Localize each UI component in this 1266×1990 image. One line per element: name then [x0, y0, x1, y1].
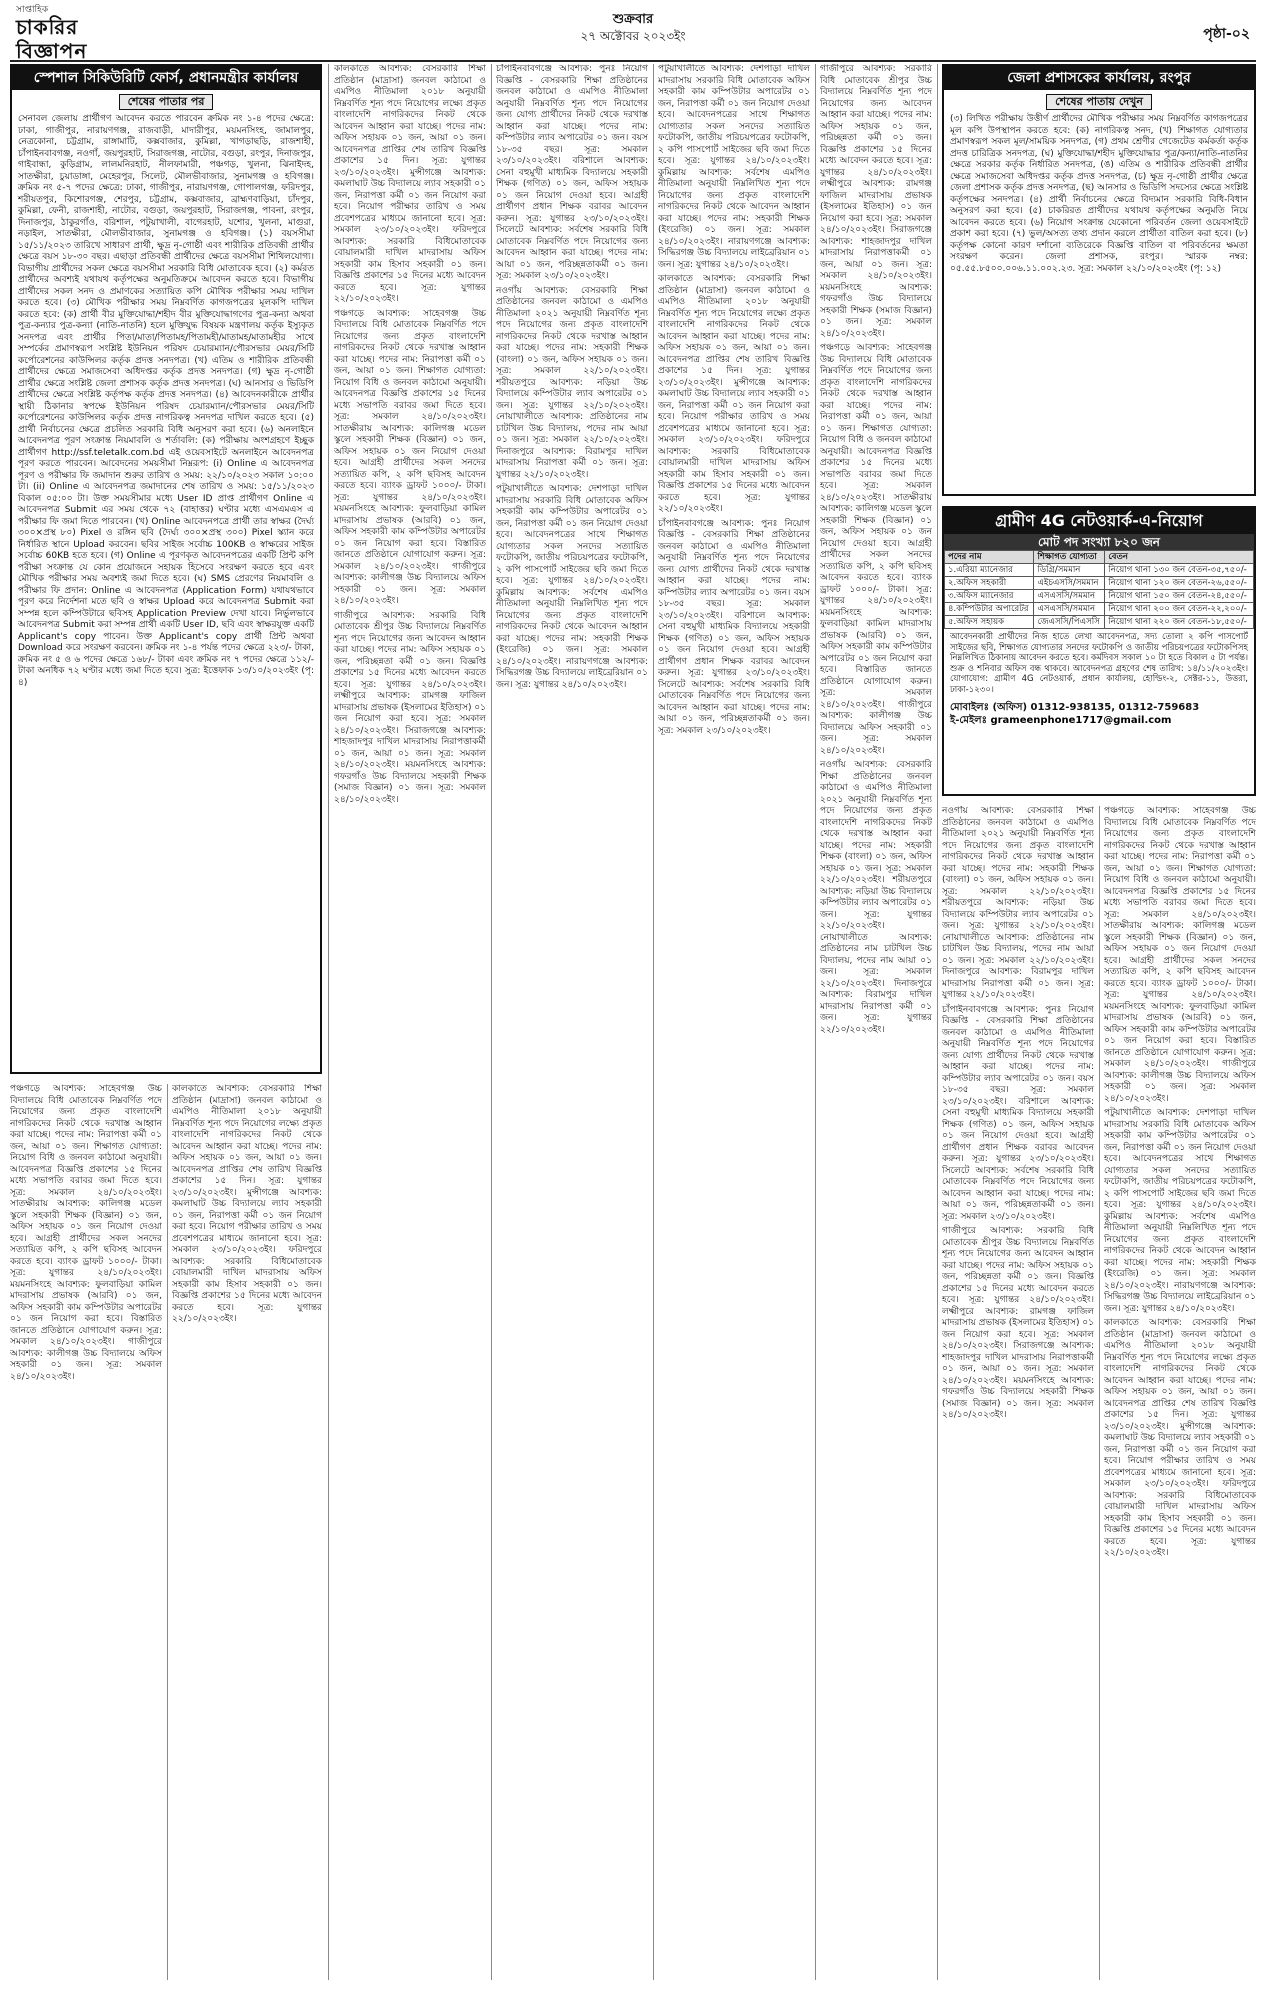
column-2-bottom-text: কালকাতে আবশ্যক: বেসরকারি শিক্ষা প্রতিষ্ঠান (মাদ্রাসা) জনবল কাঠামো ও এমপিও নীতিমালা ২০১৮ অনুযায়ী নিম্নবর্ণিত শূন্য পদে নিয়োগের লক্ষ্যে প্রকৃত বাংলাদেশি নাগরিকদের নিকট থেকে আবেদন আহ্বান করা যাচ্ছে। পদের নাম: অফিস সহায়ক ০১ জন, আয়া ০১ জন। আবেদনপত্র প্রাপ্তির শেষ তারিখ বিজ্ঞপ্তি প্রকাশের ১৫ দিন। সূত্র: যুগান্তর ২৩/১০/২০২৩ইং। মুন্সীগঞ্জে আবশ্যক: কমলাঘাট উচ্চ বিদ্যালয়ে ল্যাব সহকারী ০১ জন, নিরাপত্তা কর্মী ০১ জন নিয়োগ করা হবে। নিয়োগ পরীক্ষার তারিখ ও সময় প্রবেশপত্রের মাধ্যমে জানানো হবে। সূত্র: সমকাল ২৩/১০/২০২৩ইং। ফরিদপুরে আবশ্যক: সরকারি বিধিমোতাবেক বোয়ালমারী দাখিল মাদরাসায় অফিস সহকারী কাম হিসাব সহকারী ০১ জন। বিজ্ঞপ্তি প্রকাশের ১৫ দিনের মধ্যে আবেদন করতে হবে। সূত্র: যুগান্তর ২২/১০/২০২৩ইং।: [172, 1084, 322, 1324]
issue-day: শুক্রবার: [612, 12, 654, 27]
column-4: [496, 64, 648, 1980]
column-6-text-cont2: নওগাঁয় আবশ্যক: বেসরকারি শিক্ষা প্রতিষ্ঠানের জনবল কাঠামো ও এমপিও নীতিমালা ২০২১ অনুযায়ী নিম্নবর্ণিত শূন্য পদে নিয়োগের জন্য প্রকৃত বাংলাদেশি নাগরিকদের নিকট থেকে দরখাস্ত আহ্বান করা যাচ্ছে। পদের নাম: সহকারী শিক্ষক (বাংলা) ০১ জন, অফিস সহায়ক ০১ জন। সূত্র: সমকাল ২২/১০/২০২৩ইং। শরীয়তপুরে আবশ্যক: নড়িয়া উচ্চ বিদ্যালয়ে কম্পিউটার ল্যাব অপারেটর ০১ জন। সূত্র: যুগান্তর ২২/১০/২০২৩ইং। নোয়াখালীতে আবশ্যক: প্রতিষ্ঠানের নাম চাটখিল উচ্চ বিদ্যালয়, পদের নাম আয়া ০১ জন। সূত্র: সমকাল ২২/১০/২০২৩ইং। দিনাজপুরে আবশ্যক: বিরামপুর দাখিল মাদরাসায় নিরাপত্তা কর্মী ০১ জন। সূত্র: যুগান্তর ২২/১০/২০২৩ইং।: [820, 760, 932, 1035]
post-salary: নিয়োগ থানা ১৩০ জন বেতন-৩৫,৭৫০/-: [1105, 564, 1254, 577]
ad-ssf-subtitle: শেষের পাতার পর: [119, 94, 214, 110]
ad-rangpur-subtitle: শেষের পাতায় দেখুন: [1046, 94, 1152, 110]
logo: [16, 5, 136, 63]
post-qual: এসএসসি/সমমান: [1034, 590, 1105, 603]
email-address: grameenphone1717@gmail.com: [990, 715, 1172, 726]
column-7-text-cont: চাঁপাইনবাবগঞ্জে আবশ্যক: পুনঃ নিয়োগ বিজ্ঞপ্তি - বেসরকারি শিক্ষা প্রতিষ্ঠানের জনবল কাঠামো ও এমপিও নীতিমালা অনুযায়ী নিম্নবর্ণিত শূন্য পদে নিয়োগের জন্য যোগ্য প্রার্থীদের নিকট থেকে দরখাস্ত আহ্বান করা যাচ্ছে। পদের নাম: কম্পিউটার ল্যাব অপারেটর ০১ জন। বয়স ১৮-৩৫ বছর। সূত্র: সমকাল ২৩/১০/২০২৩ইং। বরিশালে আবশ্যক: সেনা বহুমুখী মাধ্যমিক বিদ্যালয়ে সহকারী শিক্ষক (গণিত) ০১ জন, অফিস সহায়ক ০১ জন নিয়োগ দেওয়া হবে। আগ্রহী প্রার্থীগণ প্রধান শিক্ষক বরাবর আবেদন করুন। সূত্র: যুগান্তর ২৩/১০/২০২৩ইং। সিলেটে আবশ্যক: সর্বশেষ সরকারি বিধি মোতাবেক নিম্নবর্ণিত পদে নিয়োগের জন্য আবেদন আহ্বান করা যাচ্ছে। পদের নাম: আয়া ০১ জন, পরিচ্ছন্নতাকর্মী ০১ জন। সূত্র: সমকাল ২৩/১০/২০২৩ইং।: [942, 1004, 1094, 1222]
column-3-text-cont: পঞ্চগড়ে আবশ্যক: সাহেবগঞ্জ উচ্চ বিদ্যালয়ে বিধি মোতাবেক নিম্নবর্ণিত পদে নিয়োগের জন্য প্রকৃত বাংলাদেশি নাগরিকদের নিকট থেকে দরখাস্ত আহ্বান করা যাচ্ছে। পদের নাম: নিরাপত্তা কর্মী ০১ জন, আয়া ০১ জন। শিক্ষাগত যোগ্যতা: নিয়োগ বিধি ও জনবল কাঠামো অনুযায়ী। আবেদনপত্র বিজ্ঞপ্তি প্রকাশের ১৫ দিনের মধ্যে সভাপতি বরাবর জমা দিতে হবে। সূত্র: সমকাল ২৪/১০/২০২৩ইং। সাতক্ষীরায় আবশ্যক: কালিগঞ্জ মডেল স্কুলে সহকারী শিক্ষক (বিজ্ঞান) ০১ জন, অফিস সহায়ক ০১ জন নিয়োগ দেওয়া হবে। আগ্রহী প্রার্থীদের সকল সনদের সত্যায়িত কপি, ২ কপি ছবিসহ আবেদন করতে হবে। ব্যাংক ড্রাফট ১০০০/- টাকা। সূত্র: যুগান্তর ২৪/১০/২০২৩ইং। ময়মনসিংহে আবশ্যক: ফুলবাড়িয়া কামিল মাদরাসায় প্রভাষক (আরবি) ০১ জন, অফিস সহকারী কাম কম্পিউটার অপারেটর ০১ জন নিয়োগ করা হবে। বিস্তারিত জানতে প্রতিষ্ঠানে যোগাযোগ করুন। সূত্র: সমকাল ২৪/১০/২০২৩ইং। গাজীপুরে আবশ্যক: কালীগঞ্জ উচ্চ বিদ্যালয়ে অফিস সহকারী ০১ জন। সূত্র: সমকাল ২৪/১০/২০২৩ইং।: [334, 308, 486, 606]
column-divider: [1099, 806, 1100, 1980]
column-8-text-cont2: কালকাতে আবশ্যক: বেসরকারি শিক্ষা প্রতিষ্ঠান (মাদ্রাসা) জনবল কাঠামো ও এমপিও নীতিমালা ২০১৮ অনুযায়ী নিম্নবর্ণিত শূন্য পদে নিয়োগের লক্ষ্যে প্রকৃত বাংলাদেশি নাগরিকদের নিকট থেকে আবেদন আহ্বান করা যাচ্ছে। পদের নাম: অফিস সহায়ক ০১ জন, আয়া ০১ জন। আবেদনপত্র প্রাপ্তির শেষ তারিখ বিজ্ঞপ্তি প্রকাশের ১৫ দিন। সূত্র: যুগান্তর ২৩/১০/২০২৩ইং। মুন্সীগঞ্জে আবশ্যক: কমলাঘাট উচ্চ বিদ্যালয়ে ল্যাব সহকারী ০১ জন, নিরাপত্তা কর্মী ০১ জন নিয়োগ করা হবে। নিয়োগ পরীক্ষার তারিখ ও সময় প্রবেশপত্রের মাধ্যমে জানানো হবে। সূত্র: সমকাল ২৩/১০/২০২৩ইং। ফরিদপুরে আবশ্যক: সরকারি বিধিমোতাবেক বোয়ালমারী দাখিল মাদরাসায় অফিস সহকারী কাম হিসাব সহকারী ০১ জন। বিজ্ঞপ্তি প্রকাশের ১৫ দিনের মধ্যে আবেদন করতে হবে। সূত্র: যুগান্তর ২২/১০/২০২৩ইং।: [1104, 1318, 1256, 1558]
column-5-text-cont: কালকাতে আবশ্যক: বেসরকারি শিক্ষা প্রতিষ্ঠান (মাদ্রাসা) জনবল কাঠামো ও এমপিও নীতিমালা ২০১৮ অনুযায়ী নিম্নবর্ণিত শূন্য পদে নিয়োগের লক্ষ্যে প্রকৃত বাংলাদেশি নাগরিকদের নিকট থেকে আবেদন আহ্বান করা যাচ্ছে। পদের নাম: অফিস সহায়ক ০১ জন, আয়া ০১ জন। আবেদনপত্র প্রাপ্তির শেষ তারিখ বিজ্ঞপ্তি প্রকাশের ১৫ দিন। সূত্র: যুগান্তর ২৩/১০/২০২৩ইং। মুন্সীগঞ্জে আবশ্যক: কমলাঘাট উচ্চ বিদ্যালয়ে ল্যাব সহকারী ০১ জন, নিরাপত্তা কর্মী ০১ জন নিয়োগ করা হবে। নিয়োগ পরীক্ষার তারিখ ও সময় প্রবেশপত্রের মাধ্যমে জানানো হবে। সূত্র: সমকাল ২৩/১০/২০২৩ইং। ফরিদপুরে আবশ্যক: সরকারি বিধিমোতাবেক বোয়ালমারী দাখিল মাদরাসায় অফিস সহকারী কাম হিসাব সহকারী ০১ জন। বিজ্ঞপ্তি প্রকাশের ১৫ দিনের মধ্যে আবেদন করতে হবে। সূত্র: যুগান্তর ২২/১০/২০২৩ইং।: [658, 274, 810, 514]
ad-ssf: [10, 64, 322, 1074]
column-2-bottom: [172, 1084, 322, 1980]
post-salary: নিয়োগ থানা ১৫০ জন বেতন-২৪,৫৫০/-: [1105, 590, 1254, 603]
posts-table: [944, 550, 1254, 629]
post-qual: ডিগ্রি/সমমান: [1034, 564, 1105, 577]
column-4-text-cont2: পটুয়াখালীতে আবশ্যক: দেশপাড়া দাখিল মাদরাসায় সরকারি বিধি মোতাবেক অফিস সহকারী কাম কম্পিউটার অপারেটর ০১ জন, নিরাপত্তা কর্মী ০১ জন নিয়োগ দেওয়া হবে। আবেদনপত্রের সাথে শিক্ষাগত যোগ্যতার সকল সনদের সত্যায়িত ফটোকপি, জাতীয় পরিচয়পত্রের ফটোকপি, ২ কপি পাসপোর্ট সাইজের ছবি জমা দিতে হবে। সূত্র: যুগান্তর ২৪/১০/২০২৩ইং। কুমিল্লায় আবশ্যক: সর্বশেষ এমপিও নীতিমালা অনুযায়ী নিম্নলিখিত শূন্য পদে নিয়োগের জন্য প্রকৃত বাংলাদেশি নাগরিকদের নিকট থেকে আবেদন আহ্বান করা যাচ্ছে। পদের নাম: সহকারী শিক্ষক (ইংরেজি) ০১ জন। সূত্র: সমকাল ২৪/১০/২০২৩ইং। নারায়ণগঞ্জে আবশ্যক: সিদ্ধিরগঞ্জ উচ্চ বিদ্যালয়ে লাইব্রেরিয়ান ০১ জন। সূত্র: যুগান্তর ২৪/১০/২০২৩ইং।: [496, 484, 648, 690]
column-7-text: নওগাঁয় আবশ্যক: বেসরকারি শিক্ষা প্রতিষ্ঠানের জনবল কাঠামো ও এমপিও নীতিমালা ২০২১ অনুযায়ী নিম্নবর্ণিত শূন্য পদে নিয়োগের জন্য প্রকৃত বাংলাদেশি নাগরিকদের নিকট থেকে দরখাস্ত আহ্বান করা যাচ্ছে। পদের নাম: সহকারী শিক্ষক (বাংলা) ০১ জন, অফিস সহায়ক ০১ জন। সূত্র: সমকাল ২২/১০/২০২৩ইং। শরীয়তপুরে আবশ্যক: নড়িয়া উচ্চ বিদ্যালয়ে কম্পিউটার ল্যাব অপারেটর ০১ জন। সূত্র: যুগান্তর ২২/১০/২০২৩ইং। নোয়াখালীতে আবশ্যক: প্রতিষ্ঠানের নাম চাটখিল উচ্চ বিদ্যালয়, পদের নাম আয়া ০১ জন। সূত্র: সমকাল ২২/১০/২০২৩ইং। দিনাজপুরে আবশ্যক: বিরামপুর দাখিল মাদরাসায় নিরাপত্তা কর্মী ০১ জন। সূত্র: যুগান্তর ২২/১০/২০২৩ইং।: [942, 806, 1094, 1000]
column-divider: [167, 1084, 168, 1980]
mobile-label: মোবাইলঃ (অফিস): [950, 702, 1028, 713]
post-qual: জেএসসি/পিএসসি: [1034, 616, 1105, 629]
column-5-text-cont2: চাঁপাইনবাবগঞ্জে আবশ্যক: পুনঃ নিয়োগ বিজ্ঞপ্তি - বেসরকারি শিক্ষা প্রতিষ্ঠানের জনবল কাঠামো ও এমপিও নীতিমালা অনুযায়ী নিম্নবর্ণিত শূন্য পদে নিয়োগের জন্য যোগ্য প্রার্থীদের নিকট থেকে দরখাস্ত আহ্বান করা যাচ্ছে। পদের নাম: কম্পিউটার ল্যাব অপারেটর ০১ জন। বয়স ১৮-৩৫ বছর। সূত্র: সমকাল ২৩/১০/২০২৩ইং। বরিশালে আবশ্যক: সেনা বহুমুখী মাধ্যমিক বিদ্যালয়ে সহকারী শিক্ষক (গণিত) ০১ জন, অফিস সহায়ক ০১ জন নিয়োগ দেওয়া হবে। আগ্রহী প্রার্থীগণ প্রধান শিক্ষক বরাবর আবেদন করুন। সূত্র: যুগান্তর ২৩/১০/২০২৩ইং। সিলেটে আবশ্যক: সর্বশেষ সরকারি বিধি মোতাবেক নিম্নবর্ণিত পদে নিয়োগের জন্য আবেদন আহ্বান করা যাচ্ছে। পদের নাম: আয়া ০১ জন, পরিচ্ছন্নতাকর্মী ০১ জন। সূত্র: সমকাল ২৩/১০/২০২৩ইং।: [658, 518, 810, 736]
table-row: [945, 616, 1254, 629]
column-6: [820, 64, 932, 1980]
post-qual: এসএসসি/সমমান: [1034, 603, 1105, 616]
ad-ssf-title: স্পেশাল সিকিউরিটি ফোর্স, প্রধানমন্ত্রীর কার্যালয়: [12, 66, 320, 90]
column-6-text-cont: পঞ্চগড়ে আবশ্যক: সাহেবগঞ্জ উচ্চ বিদ্যালয়ে বিধি মোতাবেক নিম্নবর্ণিত পদে নিয়োগের জন্য প্রকৃত বাংলাদেশি নাগরিকদের নিকট থেকে দরখাস্ত আহ্বান করা যাচ্ছে। পদের নাম: নিরাপত্তা কর্মী ০১ জন, আয়া ০১ জন। শিক্ষাগত যোগ্যতা: নিয়োগ বিধি ও জনবল কাঠামো অনুযায়ী। আবেদনপত্র বিজ্ঞপ্তি প্রকাশের ১৫ দিনের মধ্যে সভাপতি বরাবর জমা দিতে হবে। সূত্র: সমকাল ২৪/১০/২০২৩ইং। সাতক্ষীরায় আবশ্যক: কালিগঞ্জ মডেল স্কুলে সহকারী শিক্ষক (বিজ্ঞান) ০১ জন, অফিস সহায়ক ০১ জন নিয়োগ দেওয়া হবে। আগ্রহী প্রার্থীদের সকল সনদের সত্যায়িত কপি, ২ কপি ছবিসহ আবেদন করতে হবে। ব্যাংক ড্রাফট ১০০০/- টাকা। সূত্র: যুগান্তর ২৪/১০/২০২৩ইং। ময়মনসিংহে আবশ্যক: ফুলবাড়িয়া কামিল মাদরাসায় প্রভাষক (আরবি) ০১ জন, অফিস সহকারী কাম কম্পিউটার অপারেটর ০১ জন নিয়োগ করা হবে। বিস্তারিত জানতে প্রতিষ্ঠানে যোগাযোগ করুন। সূত্র: সমকাল ২৪/১০/২০২৩ইং। গাজীপুরে আবশ্যক: কালীগঞ্জ উচ্চ বিদ্যালয়ে অফিস সহকারী ০১ জন। সূত্র: সমকাল ২৪/১০/২০২৩ইং।: [820, 343, 932, 756]
column-8: [1104, 806, 1256, 1980]
posts-header-salary: বেতন: [1105, 551, 1254, 564]
column-divider: [937, 64, 938, 1980]
mobile-number: 01312-938135, 01312-759683: [1030, 702, 1200, 713]
column-3-text-cont2: গাজীপুরে আবশ্যক: সরকারি বিধি মোতাবেক শ্রীপুর উচ্চ বিদ্যালয়ে নিম্নবর্ণিত শূন্য পদে নিয়োগের জন্য আবেদন আহ্বান করা যাচ্ছে। পদের নাম: অফিস সহায়ক ০১ জন, পরিচ্ছন্নতা কর্মী ০১ জন। বিজ্ঞপ্তি প্রকাশের ১৫ দিনের মধ্যে আবেদন করতে হবে। সূত্র: যুগান্তর ২৪/১০/২০২৩ইং। লক্ষ্মীপুরে আবশ্যক: রামগঞ্জ ফাজিল মাদরাসায় প্রভাষক (ইসলামের ইতিহাস) ০১ জন নিয়োগ করা হবে। সূত্র: সমকাল ২৪/১০/২০২৩ইং। সিরাজগঞ্জে আবশ্যক: শাহজাদপুর দাখিল মাদরাসায় নিরাপত্তাকর্মী ০১ জন, আয়া ০১ জন। সূত্র: সমকাল ২৪/১০/২০২৩ইং। ময়মনসিংহে আবশ্যক: গফরগাঁও উচ্চ বিদ্যালয়ে সহকারী শিক্ষক (সমাজ বিজ্ঞান) ০১ জন। সূত্র: সমকাল ২৪/১০/২০২৩ইং।: [334, 610, 486, 805]
post-name: ১.এরিয়া ম্যানেজার: [945, 564, 1034, 577]
ad-grameen-subtitle: মোট পদ সংখ্যা ৮২০ জন: [944, 534, 1254, 550]
issue-date: ২৭ অক্টোবর ২০২৩ইং: [580, 29, 686, 43]
content-area: [10, 64, 1256, 1980]
post-salary: নিয়োগ থানা ২২০ জন বেতন-১৮,৫৫০/-: [1105, 616, 1254, 629]
post-name: ৪.কম্পিউটার অপারেটর: [945, 603, 1034, 616]
column-divider: [328, 64, 329, 1980]
column-4-text-cont: নওগাঁয় আবশ্যক: বেসরকারি শিক্ষা প্রতিষ্ঠানের জনবল কাঠামো ও এমপিও নীতিমালা ২০২১ অনুযায়ী নিম্নবর্ণিত শূন্য পদে নিয়োগের জন্য প্রকৃত বাংলাদেশি নাগরিকদের নিকট থেকে দরখাস্ত আহ্বান করা যাচ্ছে। পদের নাম: সহকারী শিক্ষক (বাংলা) ০১ জন, অফিস সহায়ক ০১ জন। সূত্র: সমকাল ২২/১০/২০২৩ইং। শরীয়তপুরে আবশ্যক: নড়িয়া উচ্চ বিদ্যালয়ে কম্পিউটার ল্যাব অপারেটর ০১ জন। সূত্র: যুগান্তর ২২/১০/২০২৩ইং। নোয়াখালীতে আবশ্যক: প্রতিষ্ঠানের নাম চাটখিল উচ্চ বিদ্যালয়, পদের নাম আয়া ০১ জন। সূত্র: সমকাল ২২/১০/২০২৩ইং। দিনাজপুরে আবশ্যক: বিরামপুর দাখিল মাদরাসায় নিরাপত্তা কর্মী ০১ জন। সূত্র: যুগান্তর ২২/১০/২০২৩ইং।: [496, 285, 648, 480]
column-8-text: পঞ্চগড়ে আবশ্যক: সাহেবগঞ্জ উচ্চ বিদ্যালয়ে বিধি মোতাবেক নিম্নবর্ণিত পদে নিয়োগের জন্য প্রকৃত বাংলাদেশি নাগরিকদের নিকট থেকে দরখাস্ত আহ্বান করা যাচ্ছে। পদের নাম: নিরাপত্তা কর্মী ০১ জন, আয়া ০১ জন। শিক্ষাগত যোগ্যতা: নিয়োগ বিধি ও জনবল কাঠামো অনুযায়ী। আবেদনপত্র বিজ্ঞপ্তি প্রকাশের ১৫ দিনের মধ্যে সভাপতি বরাবর জমা দিতে হবে। সূত্র: সমকাল ২৪/১০/২০২৩ইং। সাতক্ষীরায় আবশ্যক: কালিগঞ্জ মডেল স্কুলে সহকারী শিক্ষক (বিজ্ঞান) ০১ জন, অফিস সহায়ক ০১ জন নিয়োগ দেওয়া হবে। আগ্রহী প্রার্থীদের সকল সনদের সত্যায়িত কপি, ২ কপি ছবিসহ আবেদন করতে হবে। ব্যাংক ড্রাফট ১০০০/- টাকা। সূত্র: যুগান্তর ২৪/১০/২০২৩ইং। ময়মনসিংহে আবশ্যক: ফুলবাড়িয়া কামিল মাদরাসায় প্রভাষক (আরবি) ০১ জন, অফিস সহকারী কাম কম্পিউটার অপারেটর ০১ জন নিয়োগ করা হবে। বিস্তারিত জানতে প্রতিষ্ঠানে যোগাযোগ করুন। সূত্র: সমকাল ২৪/১০/২০২৩ইং। গাজীপুরে আবশ্যক: কালীগঞ্জ উচ্চ বিদ্যালয়ে অফিস সহকারী ০১ জন। সূত্র: সমকাল ২৪/১০/২০২৩ইং।: [1104, 806, 1256, 1104]
ad-grameen-contact: [944, 698, 1254, 730]
masthead: [10, 5, 1256, 63]
column-4-text: চাঁপাইনবাবগঞ্জে আবশ্যক: পুনঃ নিয়োগ বিজ্ঞপ্তি - বেসরকারি শিক্ষা প্রতিষ্ঠানের জনবল কাঠামো ও এমপিও নীতিমালা অনুযায়ী নিম্নবর্ণিত শূন্য পদে নিয়োগের জন্য যোগ্য প্রার্থীদের নিকট থেকে দরখাস্ত আহ্বান করা যাচ্ছে। পদের নাম: কম্পিউটার ল্যাব অপারেটর ০১ জন। বয়স ১৮-৩৫ বছর। সূত্র: সমকাল ২৩/১০/২০২৩ইং। বরিশালে আবশ্যক: সেনা বহুমুখী মাধ্যমিক বিদ্যালয়ে সহকারী শিক্ষক (গণিত) ০১ জন, অফিস সহায়ক ০১ জন নিয়োগ দেওয়া হবে। আগ্রহী প্রার্থীগণ প্রধান শিক্ষক বরাবর আবেদন করুন। সূত্র: যুগান্তর ২৩/১০/২০২৩ইং। সিলেটে আবশ্যক: সর্বশেষ সরকারি বিধি মোতাবেক নিম্নবর্ণিত পদে নিয়োগের জন্য আবেদন আহ্বান করা যাচ্ছে। পদের নাম: আয়া ০১ জন, পরিচ্ছন্নতাকর্মী ০১ জন। সূত্র: সমকাল ২৩/১০/২০২৩ইং।: [496, 64, 648, 281]
column-1: [10, 1084, 162, 1980]
post-name: ২.অফিস সহকারী: [945, 577, 1034, 590]
column-3: [334, 64, 486, 1980]
post-qual: এইচএসসি/সমমান: [1034, 577, 1105, 590]
ad-rangpur: [942, 64, 1256, 496]
column-7-text-cont2: গাজীপুরে আবশ্যক: সরকারি বিধি মোতাবেক শ্রীপুর উচ্চ বিদ্যালয়ে নিম্নবর্ণিত শূন্য পদে নিয়োগের জন্য আবেদন আহ্বান করা যাচ্ছে। পদের নাম: অফিস সহায়ক ০১ জন, পরিচ্ছন্নতা কর্মী ০১ জন। বিজ্ঞপ্তি প্রকাশের ১৫ দিনের মধ্যে আবেদন করতে হবে। সূত্র: যুগান্তর ২৪/১০/২০২৩ইং। লক্ষ্মীপুরে আবশ্যক: রামগঞ্জ ফাজিল মাদরাসায় প্রভাষক (ইসলামের ইতিহাস) ০১ জন নিয়োগ করা হবে। সূত্র: সমকাল ২৪/১০/২০২৩ইং। সিরাজগঞ্জে আবশ্যক: শাহজাদপুর দাখিল মাদরাসায় নিরাপত্তাকর্মী ০১ জন, আয়া ০১ জন। সূত্র: সমকাল ২৪/১০/২০২৩ইং। ময়মনসিংহে আবশ্যক: গফরগাঁও উচ্চ বিদ্যালয়ে সহকারী শিক্ষক (সমাজ বিজ্ঞান) ০১ জন। সূত্র: সমকাল ২৪/১০/২০২৩ইং।: [942, 1226, 1094, 1420]
column-8-text-cont: পটুয়াখালীতে আবশ্যক: দেশপাড়া দাখিল মাদরাসায় সরকারি বিধি মোতাবেক অফিস সহকারী কাম কম্পিউটার অপারেটর ০১ জন, নিরাপত্তা কর্মী ০১ জন নিয়োগ দেওয়া হবে। আবেদনপত্রের সাথে শিক্ষাগত যোগ্যতার সকল সনদের সত্যায়িত ফটোকপি, জাতীয় পরিচয়পত্রের ফটোকপি, ২ কপি পাসপোর্ট সাইজের ছবি জমা দিতে হবে। সূত্র: যুগান্তর ২৪/১০/২০২৩ইং। কুমিল্লায় আবশ্যক: সর্বশেষ এমপিও নীতিমালা অনুযায়ী নিম্নলিখিত শূন্য পদে নিয়োগের জন্য প্রকৃত বাংলাদেশি নাগরিকদের নিকট থেকে আবেদন আহ্বান করা যাচ্ছে। পদের নাম: সহকারী শিক্ষক (ইংরেজি) ০১ জন। সূত্র: সমকাল ২৪/১০/২০২৩ইং। নারায়ণগঞ্জে আবশ্যক: সিদ্ধিরগঞ্জ উচ্চ বিদ্যালয়ে লাইব্রেরিয়ান ০১ জন। সূত্র: যুগান্তর ২৪/১০/২০২৩ইং।: [1104, 1108, 1256, 1314]
ad-grameen-title: গ্রামীণ 4G নেটওয়ার্ক-এ-নিয়োগ: [944, 508, 1254, 534]
column-6-text: গাজীপুরে আবশ্যক: সরকারি বিধি মোতাবেক শ্রীপুর উচ্চ বিদ্যালয়ে নিম্নবর্ণিত শূন্য পদে নিয়োগের জন্য আবেদন আহ্বান করা যাচ্ছে। পদের নাম: অফিস সহায়ক ০১ জন, পরিচ্ছন্নতা কর্মী ০১ জন। বিজ্ঞপ্তি প্রকাশের ১৫ দিনের মধ্যে আবেদন করতে হবে। সূত্র: যুগান্তর ২৪/১০/২০২৩ইং। লক্ষ্মীপুরে আবশ্যক: রামগঞ্জ ফাজিল মাদরাসায় প্রভাষক (ইসলামের ইতিহাস) ০১ জন নিয়োগ করা হবে। সূত্র: সমকাল ২৪/১০/২০২৩ইং। সিরাজগঞ্জে আবশ্যক: শাহজাদপুর দাখিল মাদরাসায় নিরাপত্তাকর্মী ০১ জন, আয়া ০১ জন। সূত্র: সমকাল ২৪/১০/২০২৩ইং। ময়মনসিংহে আবশ্যক: গফরগাঁও উচ্চ বিদ্যালয়ে সহকারী শিক্ষক (সমাজ বিজ্ঞান) ০১ জন। সূত্র: সমকাল ২৪/১০/২০২৩ইং।: [820, 64, 932, 339]
post-name: ৫.অফিস সহায়ক: [945, 616, 1034, 629]
table-row: [945, 577, 1254, 590]
ad-grameen-body: আবেদনকারী প্রার্থীদের নিজ হাতে লেখা আবেদনপত্র, সদ্য তোলা ২ কপি পাসপোর্ট সাইজের ছবি, শিক্ষাগত যোগ্যতার সনদের ফটোকপি ও জাতীয় পরিচয়পত্রের ফটোকপিসহ নিম্নলিখিত ঠিকানায় আবেদন করতে হবে। কর্মদিবস সকাল ১০ টা হতে বিকাল ৫ টা পর্যন্ত। শুক্র ও শনিবার অফিস বন্ধ থাকবে। আবেদনপত্র গ্রহণের শেষ তারিখ: ১৪/১১/২০২৩ইং। যোগাযোগ: গ্রামীণ 4G নেটওয়ার্ক, প্রধান কার্যালয়, হোল্ডিং-২, সেক্টর-১১, উত্তরা, ঢাকা-১২৩০।: [950, 632, 1248, 695]
post-name: ৩.অফিস ম্যানেজার: [945, 590, 1034, 603]
ad-ssf-body: সেনাবল জেলায় প্রার্থীগণ আবেদন করতে পারবেন ক্রমিক নং ১-৪ পদের ক্ষেত্রে: ঢাকা, গাজীপুর, নারায়ণগঞ্জ, রাজবাড়ী, মাদারীপুর, ময়মনসিংহ, জামালপুর, নেত্রকোনা, চট্টগ্রাম, রাঙ্গামাটি, কক্সবাজার, কুমিল্লা, খাগড়াছড়ি, রাজশাহী, চাঁপাইনবাবগঞ্জ, নওগাঁ, জয়পুরহাট, সিরাজগঞ্জ, নাটোর, বগুড়া, রংপুর, দিনাজপুর, গাইবান্ধা, কুড়িগ্রাম, লালমনিরহাট, নীলফামারী, পঞ্চগড়, খুলনা, ঝিনাইদহ, সাতক্ষীরা, চুয়াডাঙ্গা, মেহেরপুর, সিলেট, মৌলভীবাজার, সুনামগঞ্জ ও হবিগঞ্জ। ক্রমিক নং ৫-৭ পদের ক্ষেত্রে: ঢাকা, গাজীপুর, নারায়ণগঞ্জ, গোপালগঞ্জ, ফরিদপুর, শরীয়তপুর, কিশোরগঞ্জ, শেরপুর, চট্টগ্রাম, কক্সবাজার, ব্রাহ্মণবাড়িয়া, চাঁদপুর, কুমিল্লা, ফেনী, রাজশাহী, নাটোর, বগুড়া, জয়পুরহাট, সিরাজগঞ্জ, পাবনা, রংপুর, দিনাজপুর, ঠাকুরগাঁও, বরিশাল, পটুয়াখালী, বাগেরহাট, যশোর, খুলনা, মাগুরা, নড়াইল, সাতক্ষীরা, মৌলভীবাজার, সুনামগঞ্জ ও হবিগঞ্জ। (১) বয়সসীমা ১৫/১১/২০২৩ তারিখে সাধারণ প্রার্থী, ক্ষুদ্র নৃ-গোষ্ঠী এবং শারীরিক প্রতিবন্ধী প্রার্থীর ক্ষেত্রে বয়স ১৮-৩০ বছর। এছাড়া প্রতিবন্ধী প্রার্থীদের ক্ষেত্রে বয়সসীমা শিথিলযোগ্য। বিভাগীয় প্রার্থীদের সকল ক্ষেত্রে বয়সসীমা সরকারি বিধি মোতাবেক হবে। (২) কর্মরত প্রার্থীদের অবশ্যই যথাযথ কর্তৃপক্ষের অনুমতিক্রমে আবেদন করতে হবে। বিভাগীয় প্রার্থীদের সকল সনদ ও প্রমাণকের সত্যায়িত কপি মৌখিক পরীক্ষার সময় দাখিল করতে হবে। (৩) মৌখিক পরীক্ষার সময় নিম্নবর্ণিত কাগজপত্রের মূলকপি দাখিল করতে হবে: (ক) প্রার্থী বীর মুক্তিযোদ্ধা/শহীদ বীর মুক্তিযোদ্ধাগণের পুত্র-কন্যা অথবা পুত্র-কন্যার পুত্র-কন্যা (নাতি-নাতনি) হলে মুক্তিযুদ্ধ বিষয়ক মন্ত্রণালয় কর্তৃক ইস্যুকৃত সনদপত্র এবং প্রার্থীর পিতা/মাতা/পিতামহ/পিতামহী/মাতামহ/মাতামহীর সাথে সম্পর্কের প্রমাণস্বরূপ সংশ্লিষ্ট ইউনিয়ন পরিষদ চেয়ারম্যান/পৌরসভার মেয়র/সিটি কর্পোরেশনের কাউন্সিলর কর্তৃক প্রদত্ত সনদপত্র। (খ) এতিম ও শারীরিক প্রতিবন্ধী প্রার্থীদের ক্ষেত্রে সমাজসেবা অধিদপ্তর কর্তৃক প্রদত্ত সনদপত্র। (গ) ক্ষুদ্র নৃ-গোষ্ঠী প্রার্থীর ক্ষেত্রে সংশ্লিষ্ট জেলা প্রশাসক কর্তৃক প্রদত্ত সনদপত্র। (ঘ) আনসার ও ভিডিপি প্রার্থীদের ক্ষেত্রে সংশ্লিষ্ট কর্তৃপক্ষ কর্তৃক প্রদত্ত সনদপত্র। (৪) আবেদনকারীকে প্রার্থীর স্থায়ী ঠিকানার স্বপক্ষে ইউনিয়ন পরিষদ চেয়ারম্যান/পৌরসভার মেয়র/সিটি কর্পোরেশনের কাউন্সিলর কর্তৃক প্রদত্ত নাগরিকত্ব সনদপত্র দাখিল করতে হবে। (৫) প্রার্থী নির্বাচনের ক্ষেত্রে প্রচলিত সরকারি বিধি অনুসরণ করা হবে। (৬) অনলাইনে আবেদনপত্র পূরণ সংক্রান্ত নিয়মাবলি ও শর্তাবলি: (ক) পরীক্ষায় অংশগ্রহণে ইচ্ছুক প্রার্থীগণ http://ssf.teletalk.com.bd এই ওয়েবসাইটে অনলাইনে আবেদনপত্র পূরণ করতে পারবেন। আবেদনের সময়সীমা নিম্নরূপ: (i) Online এ আবেদনপত্র পূরণ ও পরীক্ষার ফি জমাদান শুরুর তারিখ ও সময়: ২২/১০/২০২৩ সকাল ১০:০০ টা। (ii) Online এ আবেদনপত্র জমাদানের শেষ তারিখ ও সময়: ১৫/১১/২০২৩ বিকাল ০৫:০০ টা। উক্ত সময়সীমার মধ্যে User ID প্রাপ্ত প্রার্থীগণ Online এ আবেদনপত্র Submit এর সময় থেকে ৭২ (বাহাত্তর) ঘণ্টার মধ্যে এসএমএস এ পরীক্ষার ফি জমা দিতে পারবেন। (খ) Online আবেদনপত্রে প্রার্থী তার স্বাক্ষর (দৈর্ঘ্য ৩০০×প্রস্থ ৮০) Pixel ও রঙ্গিন ছবি (দৈর্ঘ্য ৩০০×প্রস্থ ৩০০) Pixel স্ক্যান করে নির্ধারিত স্থানে Upload করবেন। ছবির সাইজ সর্বোচ্চ 100KB ও স্বাক্ষরের সাইজ সর্বোচ্চ 60KB হতে হবে। (গ) Online এ পূরণকৃত আবেদনপত্রের একটি প্রিন্ট কপি পরীক্ষা সংক্রান্ত যে কোন প্রয়োজনে সহায়ক হিসেবে সংরক্ষণ করতে হবে এবং মৌখিক পরীক্ষার সময় অবশ্যই জমা দিতে হবে। (ঘ) SMS প্রেরণের নিয়মাবলি ও পরীক্ষার ফি প্রদান: Online এ আবেদনপত্র (Application Form) যথাযথভাবে পূরণ করে নির্দেশনা মতে ছবি ও স্বাক্ষর Upload করে আবেদনপত্র Submit করা সম্পন্ন হলে কম্পিউটারে ছবিসহ Application Preview দেখা যাবে। নির্ভুলভাবে আবেদনপত্র Submit করা সম্পন্ন প্রার্থী একটি User ID, ছবি এবং স্বাক্ষরযুক্ত একটি Applicant's copy পাবেন। উক্ত Applicant's copy প্রার্থী প্রিন্ট অথবা Download করে সংরক্ষণ করবেন। ক্রমিক নং ১-৪ পর্যন্ত পদের ক্ষেত্রে ২২৩/- টাকা, ক্রমিক নং ৫ ও ৬ পদের ক্ষেত্রে ১৬৮/- টাকা এবং ক্রমিক নং ৭ পদের ক্ষেত্রে ১১২/- টাকা অনধিক ৭২ ঘণ্টার মধ্যে জমা দিতে হবে। সুত্র: ইত্তেফাক ১৩/১০/২০২৩ইং (পৃ: ৪): [18, 114, 314, 688]
column-divider: [491, 64, 492, 1980]
column-divider: [815, 64, 816, 1980]
column-7: [942, 806, 1094, 1980]
date-box: [580, 12, 685, 44]
ad-grameen: [942, 506, 1256, 796]
email-label: ই-মেইলঃ: [950, 715, 987, 726]
page-number: পৃষ্ঠা-০২: [1203, 26, 1250, 42]
table-row: [945, 564, 1254, 577]
posts-header-qual: শিক্ষাগত যোগ্যতা: [1034, 551, 1105, 564]
column-3-text: কালকাতে আবশ্যক: বেসরকারি শিক্ষা প্রতিষ্ঠান (মাদ্রাসা) জনবল কাঠামো ও এমপিও নীতিমালা ২০১৮ অনুযায়ী নিম্নবর্ণিত শূন্য পদে নিয়োগের লক্ষ্যে প্রকৃত বাংলাদেশি নাগরিকদের নিকট থেকে আবেদন আহ্বান করা যাচ্ছে। পদের নাম: অফিস সহায়ক ০১ জন, আয়া ০১ জন। আবেদনপত্র প্রাপ্তির শেষ তারিখ বিজ্ঞপ্তি প্রকাশের ১৫ দিন। সূত্র: যুগান্তর ২৩/১০/২০২৩ইং। মুন্সীগঞ্জে আবশ্যক: কমলাঘাট উচ্চ বিদ্যালয়ে ল্যাব সহকারী ০১ জন, নিরাপত্তা কর্মী ০১ জন নিয়োগ করা হবে। নিয়োগ পরীক্ষার তারিখ ও সময় প্রবেশপত্রের মাধ্যমে জানানো হবে। সূত্র: সমকাল ২৩/১০/২০২৩ইং। ফরিদপুরে আবশ্যক: সরকারি বিধিমোতাবেক বোয়ালমারী দাখিল মাদরাসায় অফিস সহকারী কাম হিসাব সহকারী ০১ জন। বিজ্ঞপ্তি প্রকাশের ১৫ দিনের মধ্যে আবেদন করতে হবে। সূত্র: যুগান্তর ২২/১০/২০২৩ইং।: [334, 64, 486, 304]
logo-subtitle: সাপ্তাহিক: [16, 5, 49, 15]
column-divider: [653, 64, 654, 1980]
table-row: [945, 590, 1254, 603]
logo-title: চাকরির বিজ্ঞাপন: [16, 15, 88, 63]
column-5-text: পটুয়াখালীতে আবশ্যক: দেশপাড়া দাখিল মাদরাসায় সরকারি বিধি মোতাবেক অফিস সহকারী কাম কম্পিউটার অপারেটর ০১ জন, নিরাপত্তা কর্মী ০১ জন নিয়োগ দেওয়া হবে। আবেদনপত্রের সাথে শিক্ষাগত যোগ্যতার সকল সনদের সত্যায়িত ফটোকপি, জাতীয় পরিচয়পত্রের ফটোকপি, ২ কপি পাসপোর্ট সাইজের ছবি জমা দিতে হবে। সূত্র: যুগান্তর ২৪/১০/২০২৩ইং। কুমিল্লায় আবশ্যক: সর্বশেষ এমপিও নীতিমালা অনুযায়ী নিম্নলিখিত শূন্য পদে নিয়োগের জন্য প্রকৃত বাংলাদেশি নাগরিকদের নিকট থেকে আবেদন আহ্বান করা যাচ্ছে। পদের নাম: সহকারী শিক্ষক (ইংরেজি) ০১ জন। সূত্র: সমকাল ২৪/১০/২০২৩ইং। নারায়ণগঞ্জে আবশ্যক: সিদ্ধিরগঞ্জ উচ্চ বিদ্যালয়ে লাইব্রেরিয়ান ০১ জন। সূত্র: যুগান্তর ২৪/১০/২০২৩ইং।: [658, 64, 810, 270]
post-salary: নিয়োগ থানা ২০০ জন বেতন-২২,২০০/-: [1105, 603, 1254, 616]
post-salary: নিয়োগ থানা ১২০ জন বেতন-২৬,৫৫০/-: [1105, 577, 1254, 590]
ad-rangpur-body: (৩) লিখিত পরীক্ষায় উত্তীর্ণ প্রার্থীদের মৌখিক পরীক্ষার সময় নিম্নবর্ণিত কাগজপত্রের মূল কপি উপস্থাপন করতে হবে: (ক) নাগরিকত্ব সনদ, (খ) শিক্ষাগত যোগ্যতার প্রমাণস্বরূপ সকল মূল/সাময়িক সনদপত্র, (গ) প্রথম শ্রেণীর গেজেটেড কর্মকর্তা কর্তৃক প্রদত্ত চারিত্রিক সনদপত্র, (ঘ) মুক্তিযোদ্ধা/শহীদ মুক্তিযোদ্ধার পুত্র/কন্যা/নাতি-নাতনির ক্ষেত্রে সরকার কর্তৃক নির্ধারিত সনদপত্র, (ঙ) এতিম ও শারীরিক প্রতিবন্ধী প্রার্থীর ক্ষেত্রে সমাজসেবা অধিদপ্তর কর্তৃক প্রদত্ত সনদপত্র, (চ) ক্ষুদ্র নৃ-গোষ্ঠী প্রার্থীর ক্ষেত্রে জেলা প্রশাসক কর্তৃক প্রদত্ত সনদপত্র, (ছ) আনসার ও ভিডিপি সদস্যের ক্ষেত্রে সংশ্লিষ্ট কর্তৃপক্ষের সনদপত্র। (৪) প্রার্থী নির্বাচনের ক্ষেত্রে বিদ্যমান সরকারি বিধি-বিধান অনুসরণ করা হবে। (৫) চাকরিরত প্রার্থীদের যথাযথ কর্তৃপক্ষের অনুমতি নিয়ে আবেদন করতে হবে। (৬) নিয়োগ সংক্রান্ত যেকোনো পরিবর্তন জেলা ওয়েবসাইটে প্রকাশ করা হবে। (৭) ভুল/অসত্য তথ্য প্রদান করলে প্রার্থীতা বাতিল করা হবে। (৮) কর্তৃপক্ষ কোনো কারণ দর্শানো ব্যতিরেকে বিজ্ঞপ্তি বাতিল বা পরিবর্তনের ক্ষমতা সংরক্ষণ করেন। জেলা প্রশাসক, রংপুর। স্মারক নম্বর: ০৫.৫৫.৮৫০০.০০৬.১১.০০২.২৩. সূত্র: সমকাল ২২/১০/২০২৩ইং (পৃ: ১২): [950, 114, 1248, 274]
ad-rangpur-title: জেলা প্রশাসকের কার্যালয়, রংপুর: [944, 66, 1254, 90]
column-1-text: পঞ্চগড়ে আবশ্যক: সাহেবগঞ্জ উচ্চ বিদ্যালয়ে বিধি মোতাবেক নিম্নবর্ণিত পদে নিয়োগের জন্য প্রকৃত বাংলাদেশি নাগরিকদের নিকট থেকে দরখাস্ত আহ্বান করা যাচ্ছে। পদের নাম: নিরাপত্তা কর্মী ০১ জন, আয়া ০১ জন। শিক্ষাগত যোগ্যতা: নিয়োগ বিধি ও জনবল কাঠামো অনুযায়ী। আবেদনপত্র বিজ্ঞপ্তি প্রকাশের ১৫ দিনের মধ্যে সভাপতি বরাবর জমা দিতে হবে। সূত্র: সমকাল ২৪/১০/২০২৩ইং। সাতক্ষীরায় আবশ্যক: কালিগঞ্জ মডেল স্কুলে সহকারী শিক্ষক (বিজ্ঞান) ০১ জন, অফিস সহায়ক ০১ জন নিয়োগ দেওয়া হবে। আগ্রহী প্রার্থীদের সকল সনদের সত্যায়িত কপি, ২ কপি ছবিসহ আবেদন করতে হবে। ব্যাংক ড্রাফট ১০০০/- টাকা। সূত্র: যুগান্তর ২৪/১০/২০২৩ইং। ময়মনসিংহে আবশ্যক: ফুলবাড়িয়া কামিল মাদরাসায় প্রভাষক (আরবি) ০১ জন, অফিস সহকারী কাম কম্পিউটার অপারেটর ০১ জন নিয়োগ করা হবে। বিস্তারিত জানতে প্রতিষ্ঠানে যোগাযোগ করুন। সূত্র: সমকাল ২৪/১০/২০২৩ইং। গাজীপুরে আবশ্যক: কালীগঞ্জ উচ্চ বিদ্যালয়ে অফিস সহকারী ০১ জন। সূত্র: সমকাল ২৪/১০/২০২৩ইং।: [10, 1084, 162, 1382]
column-5: [658, 64, 810, 1980]
table-row: [945, 603, 1254, 616]
posts-header-post: পদের নাম: [945, 551, 1034, 564]
